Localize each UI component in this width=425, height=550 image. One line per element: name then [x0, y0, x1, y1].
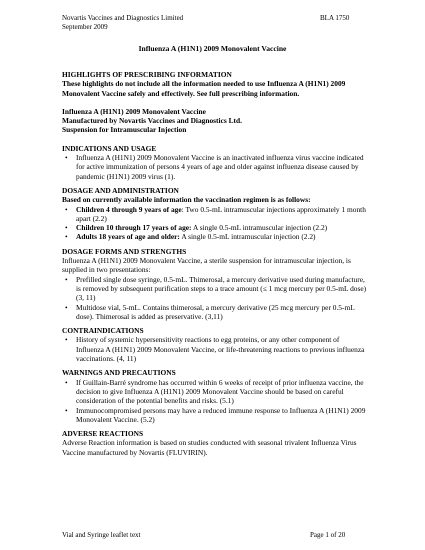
adverse-text: Adverse Reaction information is based on studies conducted with seasonal trivalent Influenza Virus Vaccine manufactured by Novartis (FLUVIRIN). [62, 438, 357, 457]
warnings-list [62, 378, 368, 424]
product-manufacturer: Manufactured by Novartis Vaccines and Diagnostics Ltd. [62, 116, 242, 126]
product-form: Suspension for Intramuscular Injection [62, 125, 187, 135]
list-item: • Immunocompromised persons may have a reduced immune response to Influenza A (H1N1) 2009 Monovalent Vaccine. (5.2) [62, 406, 368, 425]
dosage-intro: Based on currently available information the vaccination regimen is as follows: [62, 195, 311, 205]
list-item: • If Guillain-Barré syndrome has occurred within 6 weeks of receipt of prior influenza vaccine, the decision to give Influenza A (H1N1) 2009 Monovalent Vaccine should be based on careful consideration of the potential benefits and risks. (5.1) [62, 378, 368, 406]
contraindications-list [62, 335, 368, 363]
highlights-heading: HIGHLIGHTS OF PRESCRIBING INFORMATION [62, 70, 232, 79]
dosage-group: Adults 18 years of age and older: [76, 232, 180, 242]
forms-intro: Influenza A (H1N1) 2009 Monovalent Vaccine, a sterile suspension for intramuscular injection, is supplied in two presentations: [62, 256, 351, 275]
footer-page-number: Page 1 of 20 [310, 531, 346, 539]
header-company: Novartis Vaccines and Diagnostics Limited [62, 14, 184, 22]
forms-list [62, 275, 368, 321]
dosage-heading: DOSAGE AND ADMINISTRATION [62, 185, 179, 195]
dosage-regimen: A single 0.5-mL intramuscular injection (2.2) [191, 223, 328, 233]
warnings-heading: WARNINGS AND PRECAUTIONS [62, 368, 176, 378]
indications-list [62, 153, 368, 181]
highlights-intro: These highlights do not include all the information needed to use Influenza A (H1N1) 2009 Monovalent Vaccine safely and effectively. See full prescribing information. [62, 79, 346, 98]
header-date: September 2009 [62, 22, 108, 31]
dosage-group: Children 10 through 17 years of age: [76, 223, 192, 233]
dosage-list [62, 205, 368, 242]
product-name: Influenza A (H1N1) 2009 Monovalent Vaccine [62, 106, 206, 116]
indications-heading: INDICATIONS AND USAGE [62, 143, 157, 153]
list-item: • Influenza A (H1N1) 2009 Monovalent Vaccine is an inactivated influenza virus vaccine indicated for active immunization of persons 4 years of age and older against influenza disease caused by pandemic (H1N1) 2009 virus (1). [62, 153, 368, 181]
list-item: • History of systemic hypersensitivity reactions to egg proteins, or any other component of Influenza A (H1N1) 2009 Monovalent Vaccine, or life-threatening reactions to previous influenza vaccinations. (4, 11) [62, 335, 368, 363]
list-item: • Prefilled single dose syringe, 0.5-mL. Thimerosal, a mercury derivative used during manufacture, is removed by subsequent purification steps to a trace amount (≤ 1 mcg mercury per 0.5-mL dose) (3, 11) [62, 275, 368, 303]
list-item [62, 223, 368, 232]
contraindications-heading: CONTRAINDICATIONS [62, 326, 144, 336]
document-body [62, 70, 368, 457]
list-item: • Multidose vial, 5-mL. Contains thimerosal, a mercury derivative (25 mcg mercury per 0.5-mL dose). Thimerosal is added as preservative. (3,11) [62, 303, 368, 322]
forms-heading: DOSAGE FORMS AND STRENGTHS [62, 246, 187, 256]
list-item [62, 232, 368, 241]
document-title: Influenza A (H1N1) 2009 Monovalent Vaccine [138, 44, 287, 53]
adverse-heading: ADVERSE REACTIONS [62, 429, 144, 439]
header-bla: BLA 1750 [320, 14, 350, 22]
dosage-group: Children 4 through 9 years of age [76, 204, 182, 214]
dosage-regimen: : Two 0.5-mL intramuscular injections approximately 1 month apart (2.2) [76, 204, 366, 223]
footer-left: Vial and Syringe leaflet text [62, 531, 141, 539]
dosage-regimen: A single 0.5-mL intramuscular injection (2.2) [179, 232, 316, 242]
list-item [62, 205, 368, 224]
header-left [62, 14, 183, 31]
